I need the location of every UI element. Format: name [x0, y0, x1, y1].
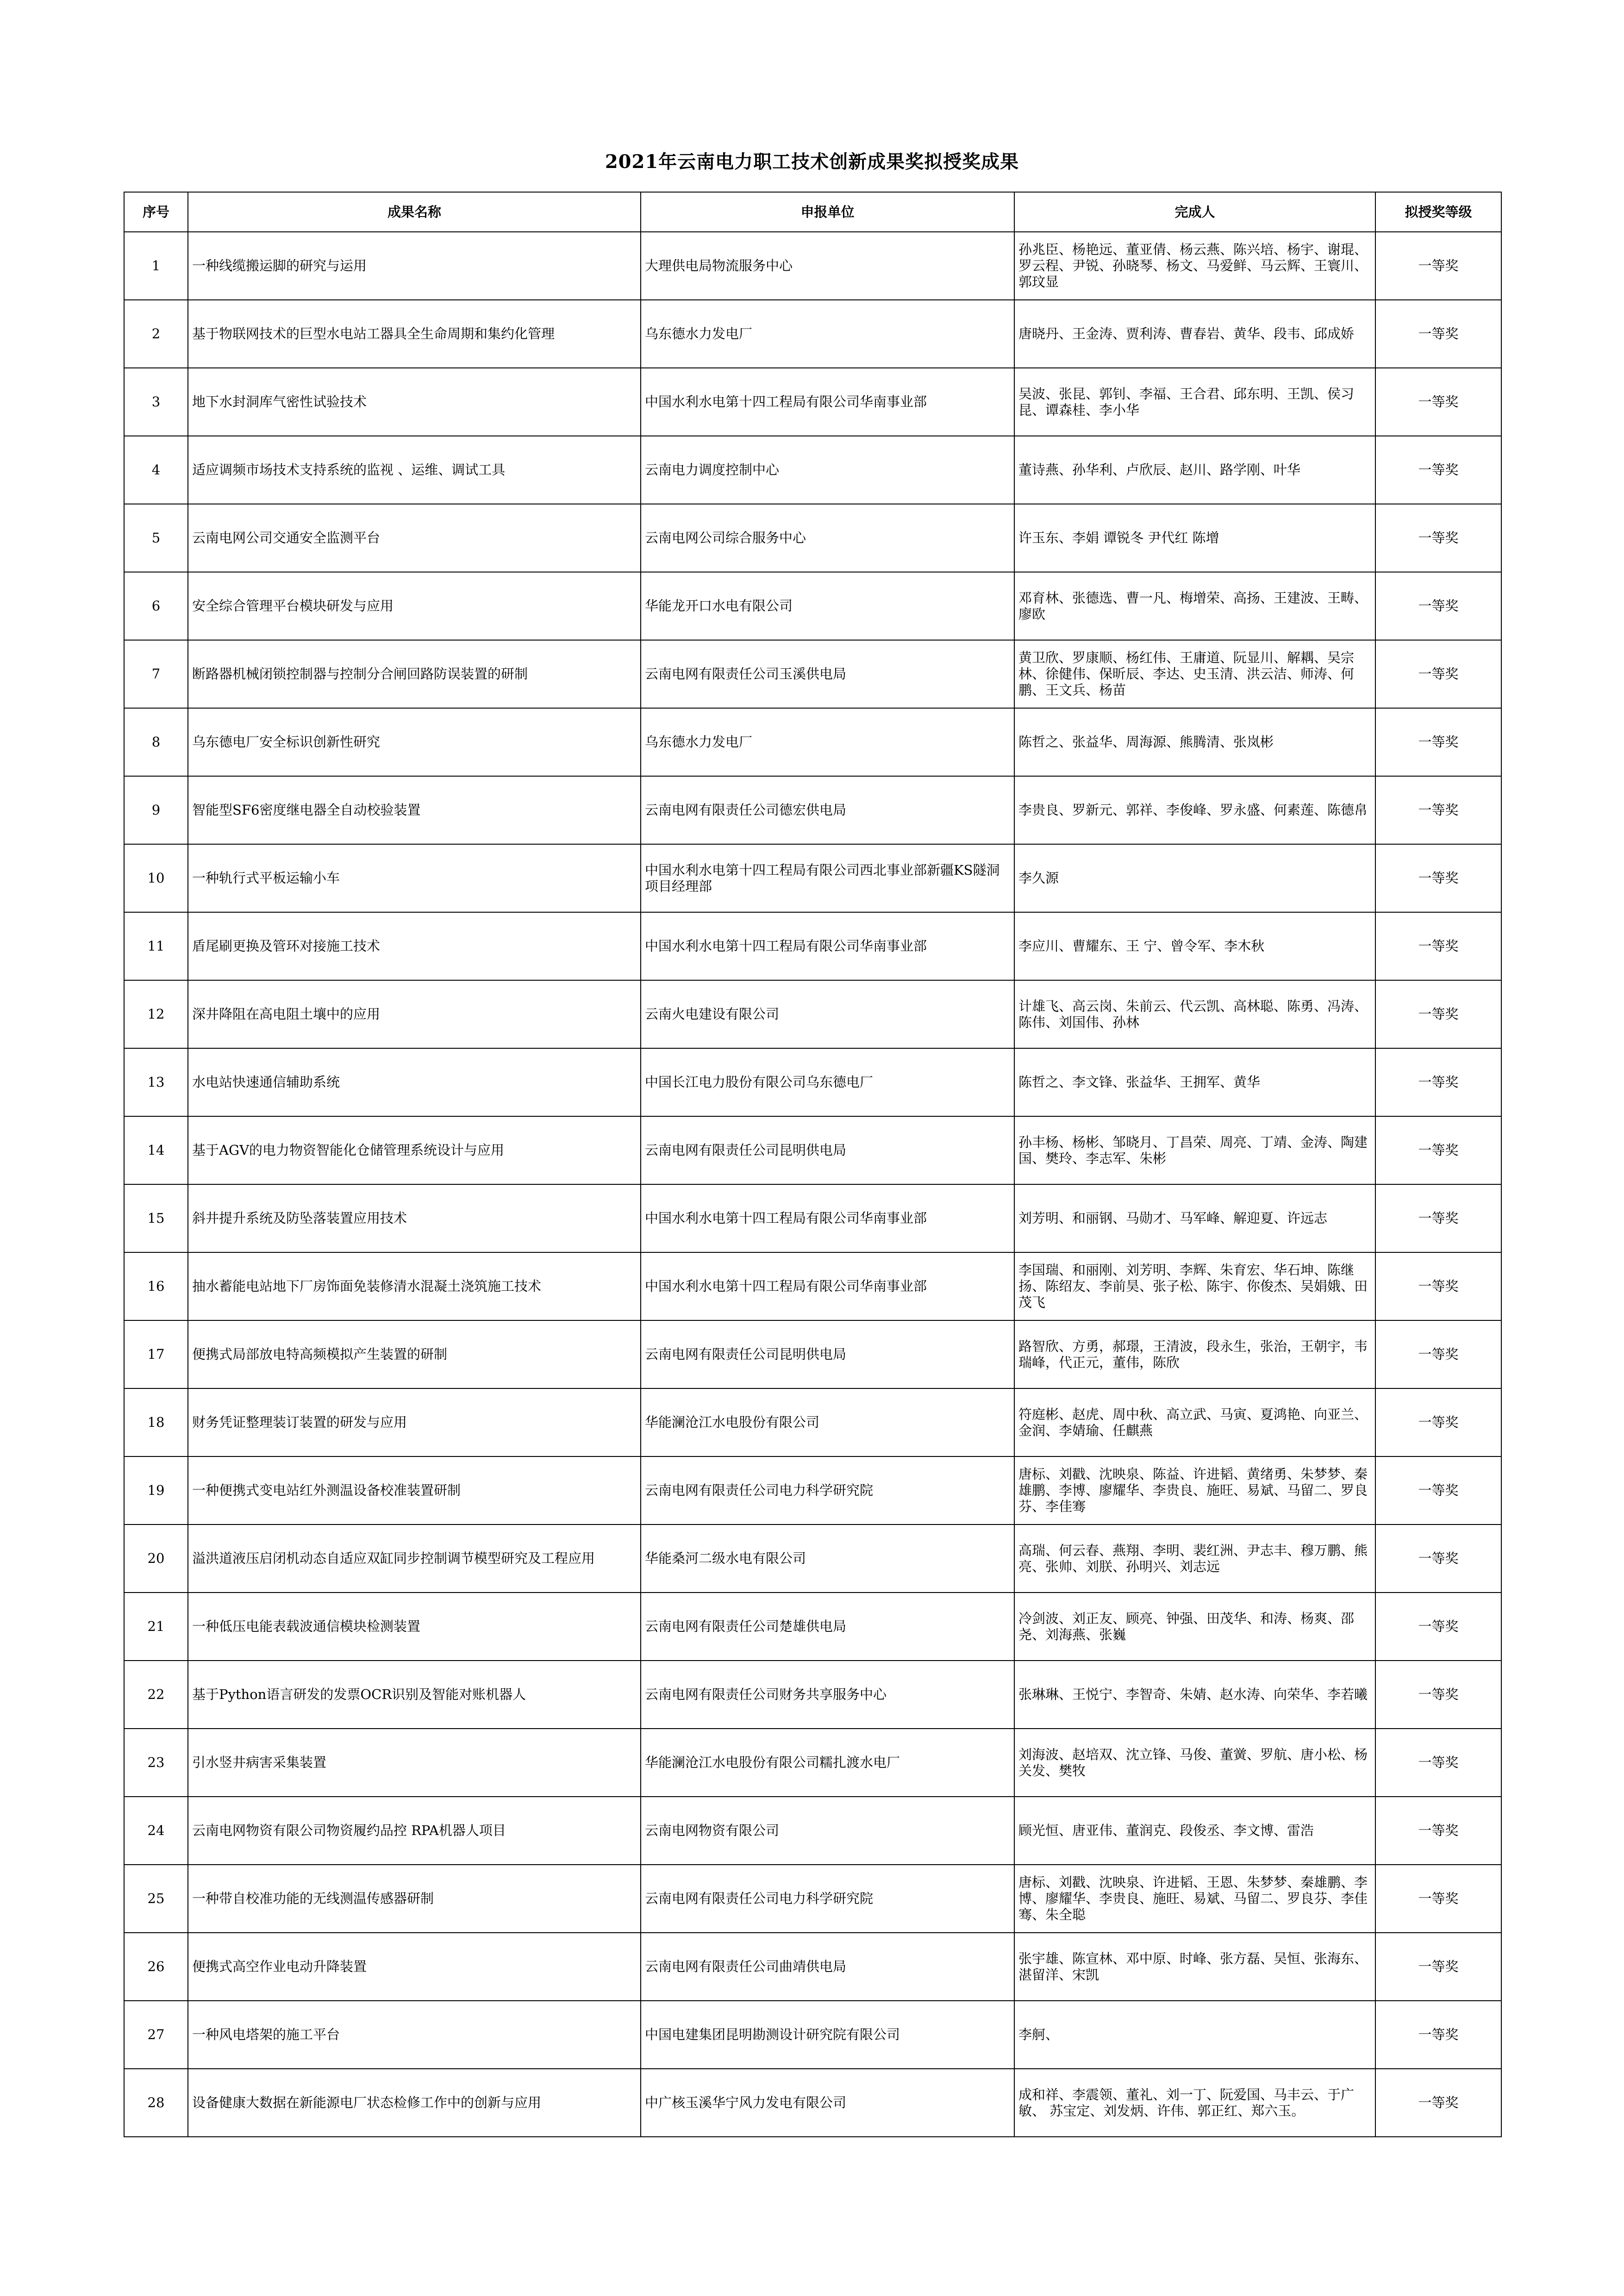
cell-people: 许玉东、李娟 谭锐冬 尹代红 陈增 — [1014, 504, 1375, 572]
table-row — [124, 1320, 1501, 1388]
cell-people: 符庭彬、赵虎、周中秋、高立武、马寅、夏鸿艳、向亚兰、金润、李婧瑜、任麒燕 — [1014, 1388, 1375, 1456]
table-row — [124, 2001, 1501, 2069]
document-title: 2021年云南电力职工技术创新成果奖拟授奖成果 — [605, 151, 1019, 173]
table-row — [124, 1729, 1501, 1797]
cell-award: 一等奖 — [1375, 776, 1501, 844]
cell-name: 盾尾刷更换及管环对接施工技术 — [188, 912, 641, 980]
cell-org: 云南电网有限责任公司昆明供电局 — [641, 1320, 1014, 1388]
cell-people: 吴波、张昆、郭钊、李福、王合君、邱东明、王凯、侯习昆、谭森桂、李小华 — [1014, 368, 1375, 436]
cell-award: 一等奖 — [1375, 1116, 1501, 1184]
table-row — [124, 708, 1501, 776]
cell-no: 14 — [124, 1116, 188, 1184]
cell-org: 中广核玉溪华宁风力发电有限公司 — [641, 2069, 1014, 2137]
table-row — [124, 1388, 1501, 1456]
cell-people: 邓育林、张德选、曹一凡、梅增荣、高扬、王建波、王畴、廖欧 — [1014, 572, 1375, 640]
cell-no: 20 — [124, 1524, 188, 1593]
cell-name: 断路器机械闭锁控制器与控制分合闸回路防误装置的研制 — [188, 640, 641, 708]
cell-org: 中国长江电力股份有限公司乌东德电厂 — [641, 1048, 1014, 1116]
cell-org: 云南电网有限责任公司曲靖供电局 — [641, 1933, 1014, 2001]
cell-people: 高瑞、何云春、燕翔、李明、裴红洲、尹志丰、穆万鹏、熊亮、张帅、刘朕、孙明兴、刘志远 — [1014, 1524, 1375, 1593]
cell-name: 一种轨行式平板运输小车 — [188, 844, 641, 912]
table-row — [124, 1184, 1501, 1252]
cell-name: 深井降阻在高电阻土壤中的应用 — [188, 980, 641, 1048]
table-body — [124, 232, 1501, 2137]
cell-name: 便携式高空作业电动升降装置 — [188, 1933, 641, 2001]
table-row — [124, 1593, 1501, 1661]
header-name: 成果名称 — [188, 192, 641, 232]
cell-no: 27 — [124, 2001, 188, 2069]
cell-name: 斜井提升系统及防坠落装置应用技术 — [188, 1184, 641, 1252]
table-row — [124, 504, 1501, 572]
cell-name: 一种便携式变电站红外测温设备校准装置研制 — [188, 1456, 641, 1524]
cell-award: 一等奖 — [1375, 844, 1501, 912]
table-row — [124, 1865, 1501, 1933]
table-row — [124, 912, 1501, 980]
table-row — [124, 776, 1501, 844]
cell-org: 华能澜沧江水电股份有限公司 — [641, 1388, 1014, 1456]
cell-name: 引水竖井病害采集装置 — [188, 1729, 641, 1797]
cell-name: 溢洪道液压启闭机动态自适应双缸同步控制调节模型研究及工程应用 — [188, 1524, 641, 1593]
cell-people: 董诗燕、孙华利、卢欣辰、赵川、路学刚、叶华 — [1014, 436, 1375, 504]
cell-award: 一等奖 — [1375, 232, 1501, 300]
cell-name: 基于AGV的电力物资智能化仓储管理系统设计与应用 — [188, 1116, 641, 1184]
cell-no: 21 — [124, 1593, 188, 1661]
table-row — [124, 232, 1501, 300]
cell-no: 9 — [124, 776, 188, 844]
table-row — [124, 1456, 1501, 1524]
cell-people: 计雄飞、高云岗、朱前云、代云凯、高林聪、陈勇、冯涛、陈伟、刘国伟、孙林 — [1014, 980, 1375, 1048]
cell-org: 中国水利水电第十四工程局有限公司西北事业部新疆KS隧洞项目经理部 — [641, 844, 1014, 912]
cell-people: 孙兆臣、杨艳远、董亚倩、杨云燕、陈兴培、杨宇、谢琨、罗云程、尹锐、孙晓琴、杨文、马爱鲜、马云辉、王寰川、郭玟显 — [1014, 232, 1375, 300]
table-row — [124, 300, 1501, 368]
table-row — [124, 1048, 1501, 1116]
cell-no: 16 — [124, 1252, 188, 1320]
cell-org: 中国水利水电第十四工程局有限公司华南事业部 — [641, 1184, 1014, 1252]
cell-name: 地下水封洞库气密性试验技术 — [188, 368, 641, 436]
header-org: 申报单位 — [641, 192, 1014, 232]
cell-no: 17 — [124, 1320, 188, 1388]
cell-no: 1 — [124, 232, 188, 300]
cell-no: 18 — [124, 1388, 188, 1456]
cell-award: 一等奖 — [1375, 1865, 1501, 1933]
cell-people: 成和祥、李震领、董礼、刘一丁、阮爱国、马丰云、于广敏、 苏宝定、刘发炳、许伟、郭正红、郑六玉。 — [1014, 2069, 1375, 2137]
cell-org: 云南电网有限责任公司玉溪供电局 — [641, 640, 1014, 708]
cell-award: 一等奖 — [1375, 640, 1501, 708]
cell-name: 基于物联网技术的巨型水电站工器具全生命周期和集约化管理 — [188, 300, 641, 368]
cell-people: 唐晓丹、王金涛、贾利涛、曹春岩、黄华、段韦、邱成娇 — [1014, 300, 1375, 368]
cell-award: 一等奖 — [1375, 1729, 1501, 1797]
cell-people: 顾光恒、唐亚伟、董润克、段俊丞、李文博、雷浩 — [1014, 1797, 1375, 1865]
cell-name: 财务凭证整理装订装置的研发与应用 — [188, 1388, 641, 1456]
cell-name: 乌东德电厂安全标识创新性研究 — [188, 708, 641, 776]
cell-people: 李国瑞、和丽刚、刘芳明、李辉、朱育宏、华石坤、陈继扬、陈绍友、李前昊、张子松、陈宇、你俊杰、吴娟娥、田茂飞 — [1014, 1252, 1375, 1320]
cell-award: 一等奖 — [1375, 1593, 1501, 1661]
cell-no: 7 — [124, 640, 188, 708]
cell-no: 22 — [124, 1661, 188, 1729]
table-row — [124, 1797, 1501, 1865]
table-header — [124, 192, 1501, 232]
cell-no: 23 — [124, 1729, 188, 1797]
cell-no: 2 — [124, 300, 188, 368]
cell-award: 一等奖 — [1375, 2001, 1501, 2069]
cell-name: 基于Python语言研发的发票OCR识别及智能对账机器人 — [188, 1661, 641, 1729]
table-row — [124, 1116, 1501, 1184]
cell-people: 李久源 — [1014, 844, 1375, 912]
table-row — [124, 436, 1501, 504]
table-row — [124, 640, 1501, 708]
cell-award: 一等奖 — [1375, 504, 1501, 572]
table-row — [124, 980, 1501, 1048]
cell-people: 李贵良、罗新元、郭祥、李俊峰、罗永盛、何素莲、陈德帛 — [1014, 776, 1375, 844]
cell-org: 华能龙开口水电有限公司 — [641, 572, 1014, 640]
cell-org: 大理供电局物流服务中心 — [641, 232, 1014, 300]
cell-org: 云南电网有限责任公司电力科学研究院 — [641, 1456, 1014, 1524]
cell-no: 26 — [124, 1933, 188, 2001]
cell-award: 一等奖 — [1375, 436, 1501, 504]
cell-award: 一等奖 — [1375, 1388, 1501, 1456]
cell-name: 云南电网物资有限公司物资履约品控 RPA机器人项目 — [188, 1797, 641, 1865]
cell-no: 10 — [124, 844, 188, 912]
cell-people: 李舸、 — [1014, 2001, 1375, 2069]
cell-org: 云南电网有限责任公司楚雄供电局 — [641, 1593, 1014, 1661]
cell-name: 设备健康大数据在新能源电厂状态检修工作中的创新与应用 — [188, 2069, 641, 2137]
header-row — [124, 192, 1501, 232]
cell-name: 云南电网公司交通安全监测平台 — [188, 504, 641, 572]
cell-award: 一等奖 — [1375, 980, 1501, 1048]
table-row — [124, 572, 1501, 640]
cell-award: 一等奖 — [1375, 1456, 1501, 1524]
cell-org: 云南电网物资有限公司 — [641, 1797, 1014, 1865]
cell-name: 一种带自校准功能的无线测温传感器研制 — [188, 1865, 641, 1933]
cell-people: 冷剑波、刘正友、顾亮、钟强、田茂华、和涛、杨爽、邵尧、刘海燕、张巍 — [1014, 1593, 1375, 1661]
table-row — [124, 1252, 1501, 1320]
cell-award: 一等奖 — [1375, 1048, 1501, 1116]
cell-name: 便携式局部放电特高频模拟产生装置的研制 — [188, 1320, 641, 1388]
cell-people: 黄卫欣、罗康顺、杨红伟、王庸道、阮显川、解耦、吴宗林、徐健伟、保昕辰、李达、史玉清、洪云洁、师涛、何鹏、王文兵、杨苗 — [1014, 640, 1375, 708]
cell-org: 中国水利水电第十四工程局有限公司华南事业部 — [641, 1252, 1014, 1320]
cell-org: 乌东德水力发电厂 — [641, 708, 1014, 776]
cell-award: 一等奖 — [1375, 2069, 1501, 2137]
table-row — [124, 844, 1501, 912]
results-table — [124, 192, 1502, 2137]
cell-no: 12 — [124, 980, 188, 1048]
cell-award: 一等奖 — [1375, 368, 1501, 436]
cell-people: 张宇雄、陈宣林、邓中原、时峰、张方磊、吴恒、张海东、湛留洋、宋凯 — [1014, 1933, 1375, 2001]
cell-people: 路智欣、方勇，郝璟，王清波，段永生，张治，王朝宇，韦瑞峰，代正元，董伟，陈欣 — [1014, 1320, 1375, 1388]
cell-people: 张琳琳、王悦宁、李智奇、朱婧、赵水涛、向荣华、李若曦 — [1014, 1661, 1375, 1729]
cell-org: 华能澜沧江水电股份有限公司糯扎渡水电厂 — [641, 1729, 1014, 1797]
cell-people: 刘芳明、和丽钢、马勋才、马军峰、解迎夏、许远志 — [1014, 1184, 1375, 1252]
cell-no: 24 — [124, 1797, 188, 1865]
cell-people: 刘海波、赵培双、沈立锋、马俊、董黉、罗航、唐小松、杨关发、樊牧 — [1014, 1729, 1375, 1797]
cell-people: 唐标、刘戳、沈映泉、许进韬、王恩、朱梦梦、秦雄鹏、李博、廖耀华、李贵良、施旺、易斌、马留二、罗良芬、李佳骞、朱全聪 — [1014, 1865, 1375, 1933]
cell-award: 一等奖 — [1375, 708, 1501, 776]
cell-people: 唐标、刘戳、沈映泉、陈益、许进韬、黄绪勇、朱梦梦、秦雄鹏、李博、廖耀华、李贵良、施旺、易斌、马留二、罗良芬、李佳骞 — [1014, 1456, 1375, 1524]
cell-name: 水电站快速通信辅助系统 — [188, 1048, 641, 1116]
cell-name: 适应调频市场技术支持系统的监视 、运维、调试工具 — [188, 436, 641, 504]
cell-award: 一等奖 — [1375, 572, 1501, 640]
cell-name: 一种低压电能表载波通信模块检测装置 — [188, 1593, 641, 1661]
cell-no: 4 — [124, 436, 188, 504]
cell-award: 一等奖 — [1375, 1661, 1501, 1729]
cell-award: 一等奖 — [1375, 1184, 1501, 1252]
table-row — [124, 2069, 1501, 2137]
cell-org: 云南电网有限责任公司德宏供电局 — [641, 776, 1014, 844]
cell-no: 19 — [124, 1456, 188, 1524]
cell-people: 陈哲之、张益华、周海源、熊腾清、张岚彬 — [1014, 708, 1375, 776]
cell-no: 3 — [124, 368, 188, 436]
cell-name: 抽水蓄能电站地下厂房饰面免装修清水混凝土浇筑施工技术 — [188, 1252, 641, 1320]
header-award: 拟授奖等级 — [1375, 192, 1501, 232]
cell-org: 华能桑河二级水电有限公司 — [641, 1524, 1014, 1593]
cell-org: 云南电力调度控制中心 — [641, 436, 1014, 504]
table-row — [124, 1524, 1501, 1593]
cell-org: 云南电网有限责任公司电力科学研究院 — [641, 1865, 1014, 1933]
cell-org: 中国水利水电第十四工程局有限公司华南事业部 — [641, 368, 1014, 436]
cell-org: 中国水利水电第十四工程局有限公司华南事业部 — [641, 912, 1014, 980]
cell-name: 一种线缆搬运脚的研究与运用 — [188, 232, 641, 300]
cell-people: 孙丰杨、杨彬、邹晓月、丁昌荣、周亮、丁靖、金涛、陶建国、樊玲、李志军、朱彬 — [1014, 1116, 1375, 1184]
cell-award: 一等奖 — [1375, 1524, 1501, 1593]
cell-award: 一等奖 — [1375, 1252, 1501, 1320]
header-people: 完成人 — [1014, 192, 1375, 232]
table-row — [124, 1933, 1501, 2001]
cell-people: 李应川、曹耀东、王 宁、曾令军、李木秋 — [1014, 912, 1375, 980]
cell-people: 陈哲之、李文锋、张益华、王拥军、黄华 — [1014, 1048, 1375, 1116]
cell-org: 云南电网有限责任公司昆明供电局 — [641, 1116, 1014, 1184]
cell-name: 安全综合管理平台模块研发与应用 — [188, 572, 641, 640]
cell-org: 中国电建集团昆明勘测设计研究院有限公司 — [641, 2001, 1014, 2069]
cell-award: 一等奖 — [1375, 1797, 1501, 1865]
cell-org: 云南电网公司综合服务中心 — [641, 504, 1014, 572]
cell-no: 28 — [124, 2069, 188, 2137]
cell-award: 一等奖 — [1375, 300, 1501, 368]
cell-no: 5 — [124, 504, 188, 572]
cell-name: 一种风电塔架的施工平台 — [188, 2001, 641, 2069]
cell-award: 一等奖 — [1375, 912, 1501, 980]
cell-name: 智能型SF6密度继电器全自动校验装置 — [188, 776, 641, 844]
cell-no: 6 — [124, 572, 188, 640]
table-row — [124, 368, 1501, 436]
cell-no: 13 — [124, 1048, 188, 1116]
cell-org: 云南火电建设有限公司 — [641, 980, 1014, 1048]
cell-award: 一等奖 — [1375, 1933, 1501, 2001]
cell-award: 一等奖 — [1375, 1320, 1501, 1388]
cell-no: 8 — [124, 708, 188, 776]
cell-no: 11 — [124, 912, 188, 980]
cell-org: 云南电网有限责任公司财务共享服务中心 — [641, 1661, 1014, 1729]
table-row — [124, 1661, 1501, 1729]
cell-no: 15 — [124, 1184, 188, 1252]
cell-no: 25 — [124, 1865, 188, 1933]
cell-org: 乌东德水力发电厂 — [641, 300, 1014, 368]
header-no: 序号 — [124, 192, 188, 232]
